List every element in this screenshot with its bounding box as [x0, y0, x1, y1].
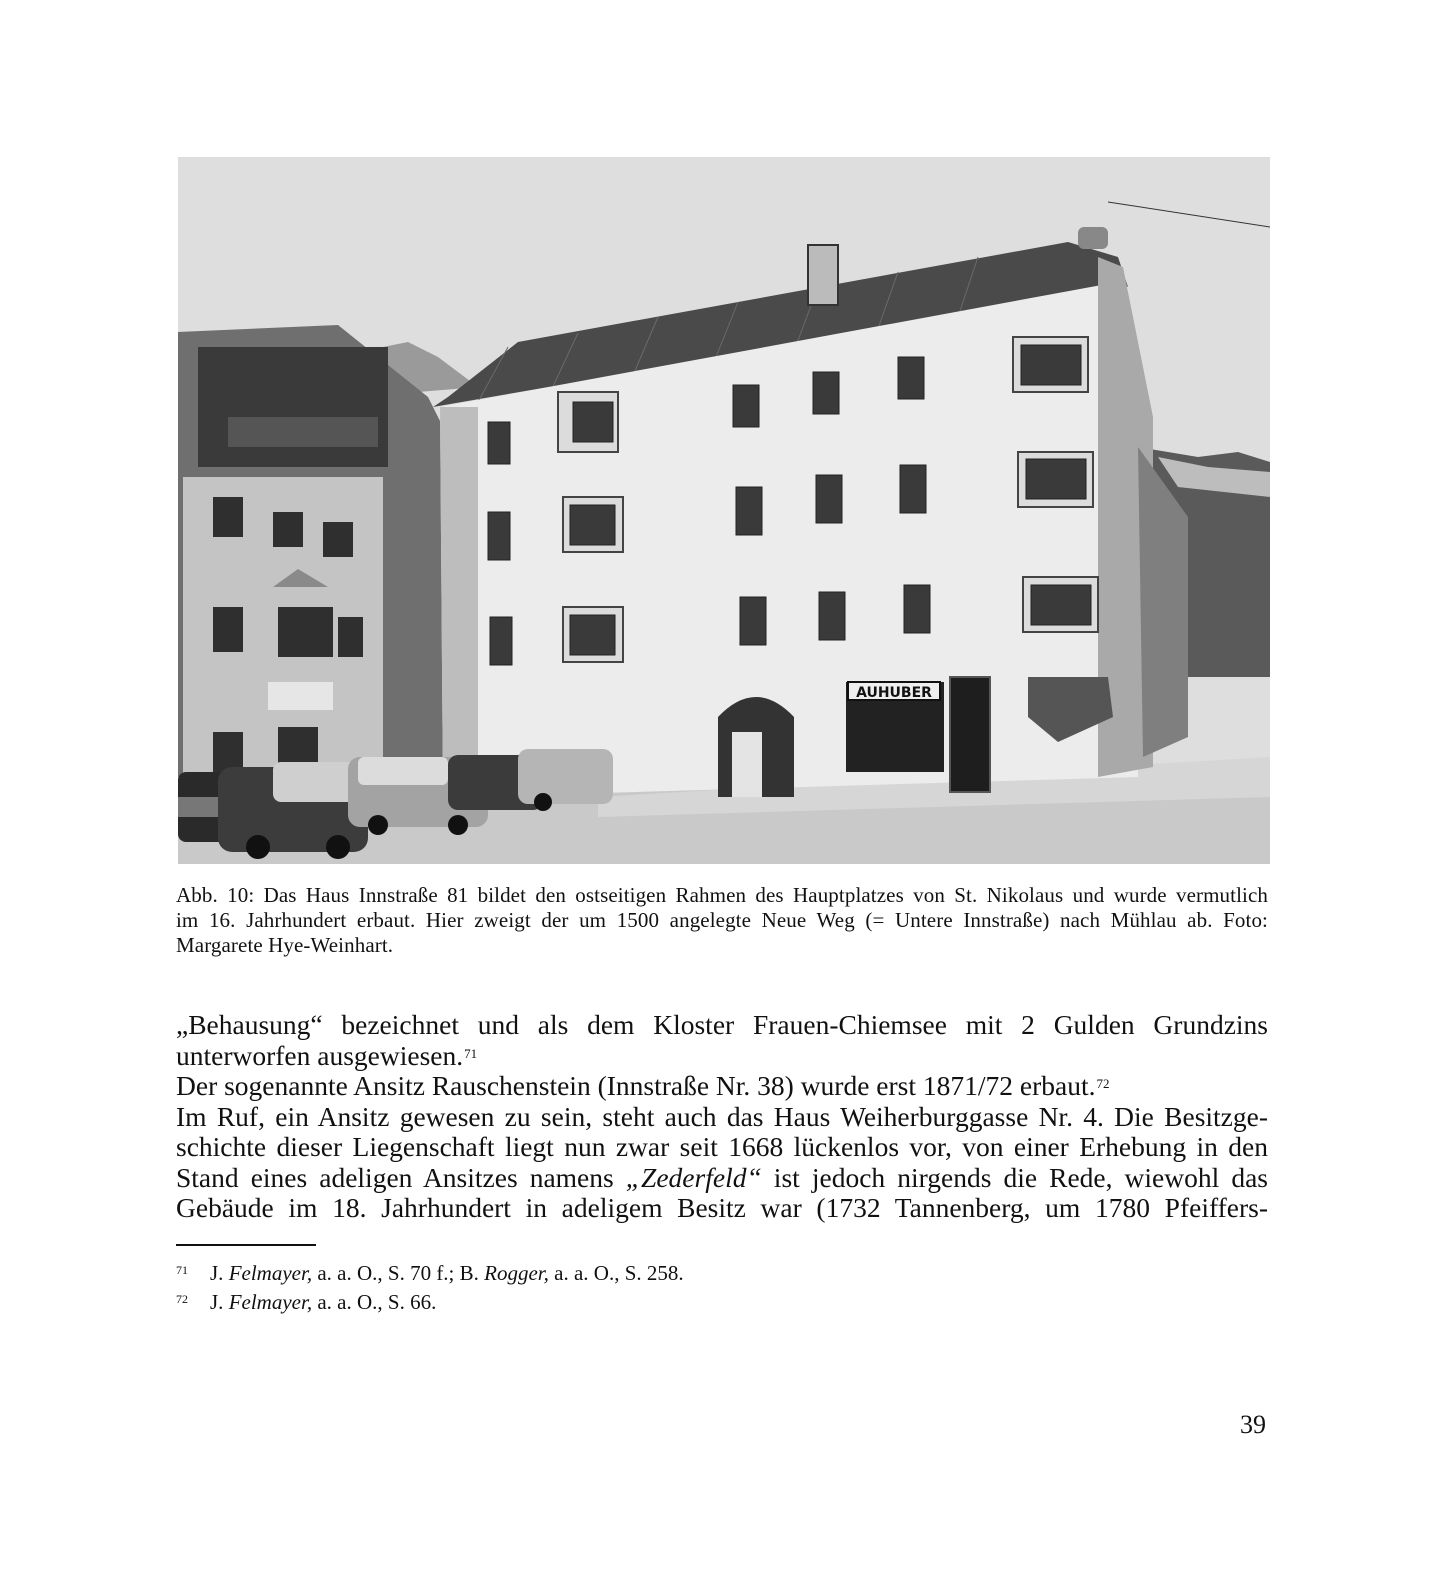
footnotes	[176, 1260, 1268, 1318]
body-line-7: Gebäude im 18. Jahrhundert in adeligem Besitz war (1732 Tannenberg, um 1780 Pfeiffers-	[176, 1192, 1268, 1223]
footnote-text-part: J.	[210, 1290, 229, 1314]
caption-line-1: Abb. 10: Das Haus Innstraße 81 bildet den ostseitigen Rahmen des Hauptplatzes von St. Nikolaus und wurde vermutlich	[176, 883, 1268, 907]
footnote-author: Rogger,	[484, 1261, 549, 1285]
footnote-separator	[176, 1244, 316, 1246]
body-line-6-italic: „Zederfeld“	[625, 1161, 762, 1193]
body-line-3-text: Der sogenannte Ansitz Rauschenstein (Innstraße Nr. 38) wurde erst 1871/72 erbaut.	[176, 1070, 1096, 1101]
body-line-5: schichte dieser Liegenschaft liegt nun zwar seit 1668 lückenlos vor, von einer Erhebung in den	[176, 1131, 1268, 1162]
footnote-number: 72	[176, 1292, 188, 1306]
footnote-ref-72: 72	[1096, 1076, 1110, 1091]
body-line-6	[176, 1163, 1268, 1194]
footnote-text-part: a. a. O., S. 66.	[312, 1290, 437, 1314]
figure-caption	[176, 883, 1268, 958]
footnote-author: Felmayer,	[228, 1290, 313, 1314]
caption-line-3: Margarete Hye-Weinhart.	[176, 933, 394, 957]
body-line-6-a: Stand eines adeligen Ansitzes namens	[176, 1161, 626, 1193]
shop-sign: AUHUBER	[856, 685, 932, 701]
footnote-text-part: J.	[210, 1261, 229, 1285]
caption-line-2: im 16. Jahrhundert erbaut. Hier zweigt der um 1500 angelegte Neue Weg (= Untere Innstraße) nach Mühlau ab. Foto:	[176, 908, 1268, 932]
body-line-4: Im Ruf, ein Ansitz gewesen zu sein, steht auch das Haus Weiherburggasse Nr. 4. Die Besitzge-	[176, 1100, 1268, 1132]
body-line-2-text: unterworfen ausgewiesen.	[176, 1039, 464, 1071]
page-number: 39	[1240, 1410, 1266, 1439]
building-photograph	[178, 157, 1270, 864]
footnote-text	[210, 1260, 684, 1286]
body-line-2	[176, 1041, 1268, 1072]
footnote-71	[176, 1260, 1268, 1289]
body-text	[176, 1010, 1268, 1224]
body-line-1: „Behausung“ bezeichnet und als dem Kloster Frauen-Chiemsee mit 2 Gulden Grundzins	[176, 1009, 1268, 1040]
body-line-3	[176, 1071, 1268, 1102]
footnote-text-part: a. a. O., S. 258.	[548, 1261, 684, 1285]
footnote-number: 71	[176, 1263, 188, 1277]
footnote-text-part: a. a. O., S. 70 f.; B.	[312, 1261, 485, 1285]
footnote-72	[176, 1289, 1268, 1318]
footnote-ref-71: 71	[464, 1045, 478, 1061]
footnote-author: Felmayer,	[228, 1261, 313, 1285]
body-line-6-b: ist jedoch nirgends die Rede, wiewohl das	[761, 1161, 1268, 1193]
footnote-text	[210, 1289, 436, 1315]
